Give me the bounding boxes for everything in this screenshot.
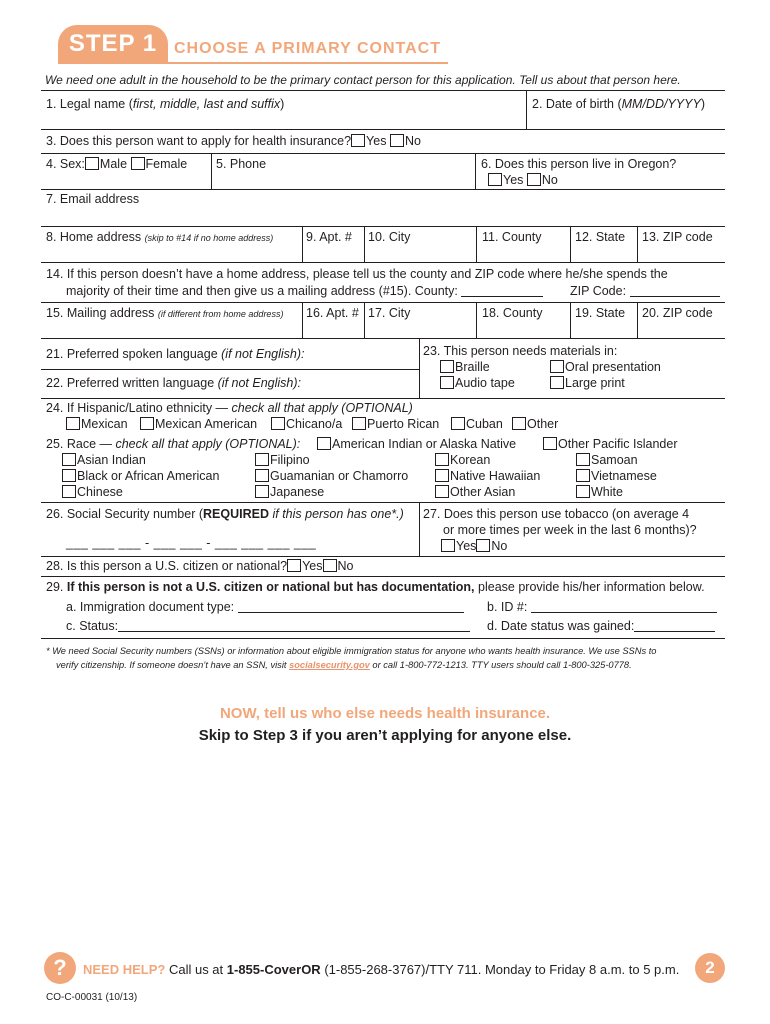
race-option <box>62 469 219 483</box>
mailing-address-label: 15. Mailing address <box>46 306 155 320</box>
checkbox[interactable] <box>62 485 76 498</box>
race-option <box>435 469 540 483</box>
checkbox[interactable] <box>576 453 590 466</box>
option-label: Other Pacific Islander <box>558 437 678 451</box>
call-text: Call us at <box>165 962 227 977</box>
ssn-input[interactable]: ___ ___ ___ - ___ ___ - ___ ___ ___ ___ <box>66 536 317 550</box>
divider <box>302 302 303 338</box>
option-label: Other <box>527 417 559 431</box>
zip-field[interactable]: 13. ZIP code <box>642 230 713 244</box>
oral-label: Oral presentation <box>565 360 661 374</box>
home-address-label: 8. Home address <box>46 230 142 244</box>
ssn-question <box>46 507 404 521</box>
status-date-field <box>487 619 715 633</box>
rule <box>41 369 419 370</box>
rule <box>41 556 725 557</box>
footnote-text: or call 1-800-772-1213. TTY users should call 1-800-325-0778. <box>369 660 632 670</box>
written-language-label: 22. Preferred written language <box>46 376 218 390</box>
legal-name-field[interactable] <box>46 97 284 111</box>
rule <box>41 398 725 399</box>
checkbox[interactable] <box>576 469 590 482</box>
tobacco-question-cont: or more times per week in the last 6 months)? <box>443 523 697 537</box>
rule <box>41 129 725 130</box>
race-option <box>576 453 638 467</box>
help-line <box>83 962 679 978</box>
city-field[interactable]: 10. City <box>368 230 411 244</box>
header-rule <box>58 62 448 64</box>
mailing-county-field[interactable]: 18. County <box>482 306 543 320</box>
race-option <box>576 469 657 483</box>
tobacco-question: 27. Does this person use tobacco (on average 4 <box>423 507 690 521</box>
cta-subheading: Skip to Step 3 if you aren’t applying for anyone else. <box>198 727 572 744</box>
no-address-instruction: 14. If this person doesn’t have a home address, please tell us the county and ZIP code where he/she spends the <box>46 267 668 281</box>
ssn-footnote: * We need Social Security numbers (SSNs) or information about eligible immigration status for anyone who wants health insurance. We use SSNs to <box>46 646 657 656</box>
hours-text: (1-855-268-3767)/TTY 711. Monday to Friday 8 a.m. to 5 p.m. <box>320 962 680 977</box>
materials-oral <box>550 360 661 374</box>
citizen-label: 28. Is this person a U.S. citizen or national? <box>46 559 288 573</box>
rule <box>41 502 725 503</box>
checkbox[interactable] <box>255 453 269 466</box>
id-number-field <box>487 600 717 614</box>
option-label: Black or African American <box>77 469 220 483</box>
option-label: Puerto Rican <box>367 417 440 431</box>
checkbox[interactable] <box>543 437 557 450</box>
mailing-zip-field[interactable]: 20. ZIP code <box>642 306 713 320</box>
ethnicity-option <box>352 417 439 431</box>
checkbox[interactable] <box>271 417 285 430</box>
lives-in-oregon-question: 6. Does this person live in Oregon? <box>481 157 677 171</box>
checkbox[interactable] <box>62 469 76 482</box>
county-blank[interactable] <box>461 296 543 297</box>
zip-blank[interactable] <box>630 296 720 297</box>
q29-rest: please provide his/her information below. <box>474 580 705 594</box>
option-label: Samoan <box>591 453 638 467</box>
option-label: American Indian or Alaska Native <box>332 437 517 451</box>
ssn-footnote-cont <box>56 659 632 671</box>
option-label: Asian Indian <box>77 453 146 467</box>
dob-hint: MM/DD/YYYY <box>621 97 701 111</box>
option-label: Mexican <box>81 417 128 431</box>
q3-label: 3. Does this person want to apply for health insurance? <box>46 134 352 148</box>
yes-label: Yes <box>366 134 387 148</box>
mailing-apt-field[interactable]: 16. Apt. # <box>306 306 359 320</box>
immigration-question <box>46 580 705 594</box>
doc-type-blank[interactable] <box>238 612 464 613</box>
legal-name-label: 1. Legal name ( <box>46 97 133 111</box>
option-label: Korean <box>450 453 491 467</box>
divider <box>302 226 303 262</box>
materials-large <box>550 376 625 390</box>
id-blank[interactable] <box>531 612 717 613</box>
checkbox[interactable] <box>66 417 80 430</box>
oregon-options <box>488 173 558 187</box>
race-option <box>255 453 310 467</box>
section-title: CHOOSE A PRIMARY CONTACT <box>174 40 441 57</box>
mailing-address-hint: (if different from home address) <box>157 309 284 319</box>
legal-name-hint: first, middle, last and suffix <box>132 97 281 111</box>
legal-name-close: ) <box>280 97 285 111</box>
checkbox[interactable] <box>550 376 564 389</box>
checkbox[interactable] <box>317 437 331 450</box>
apt-field[interactable]: 9. Apt. # <box>306 230 352 244</box>
spoken-language-field[interactable] <box>46 347 305 361</box>
checkbox[interactable] <box>451 417 465 430</box>
sex-label: 4. Sex: <box>46 157 85 171</box>
divider <box>570 302 571 338</box>
citizen-question <box>46 559 354 573</box>
no-label: No <box>541 173 558 187</box>
zip-label: ZIP Code: <box>570 284 627 298</box>
county-field[interactable]: 11. County <box>482 230 542 244</box>
status-blank[interactable] <box>118 631 470 632</box>
mailing-state-field[interactable]: 19. State <box>575 306 626 320</box>
male-label: Male <box>99 157 128 171</box>
rule <box>41 576 725 577</box>
race-option <box>576 485 623 499</box>
ssn-hint: if this person has one*.) <box>269 507 404 521</box>
checkbox[interactable] <box>576 485 590 498</box>
race-question <box>46 437 300 451</box>
race-option <box>255 469 408 483</box>
divider <box>419 502 420 556</box>
rule <box>41 338 725 339</box>
divider <box>475 153 476 189</box>
phone-field[interactable]: 5. Phone <box>216 157 267 171</box>
option-label: Mexican American <box>155 417 258 431</box>
mailing-address-field[interactable] <box>46 306 283 321</box>
need-help-label: NEED HELP? <box>83 962 166 977</box>
ethnicity-option <box>451 417 503 431</box>
option-label: Chicano/a <box>286 417 343 431</box>
race-label: 25. Race — <box>46 437 116 451</box>
race-option <box>435 485 515 499</box>
ethnicity-option <box>271 417 342 431</box>
ethnicity-label: 24. If Hispanic/Latino ethnicity — <box>46 401 232 415</box>
option-label: Filipino <box>270 453 310 467</box>
rule <box>41 153 725 154</box>
written-language-field[interactable] <box>46 376 301 390</box>
option-label: Guamanian or Chamorro <box>270 469 409 483</box>
phone-number[interactable]: 1-855-CoverOR <box>226 962 321 977</box>
checkbox[interactable] <box>62 453 76 466</box>
checkbox[interactable] <box>140 417 154 430</box>
no-label: No <box>337 559 354 573</box>
option-label: Japanese <box>270 485 325 499</box>
no-label: No <box>491 539 508 553</box>
mailing-city-field[interactable]: 17. City <box>368 306 411 320</box>
checkbox[interactable] <box>441 539 455 552</box>
divider <box>476 226 477 262</box>
checkbox[interactable] <box>435 453 449 466</box>
divider <box>637 226 638 262</box>
checkbox[interactable] <box>351 134 365 147</box>
apply-insurance-question <box>46 134 421 148</box>
race-option <box>543 437 678 451</box>
materials-braille <box>440 360 490 374</box>
date-of-birth-field[interactable] <box>532 97 705 111</box>
ethnicity-option <box>66 417 128 431</box>
large-print-label: Large print <box>565 376 625 390</box>
rule <box>41 302 725 303</box>
county-label: majority of their time and then give us a mailing address (#15). County: <box>66 284 458 298</box>
home-address-hint: (skip to #14 if no home address) <box>144 233 274 243</box>
checkbox[interactable] <box>255 485 269 498</box>
rule <box>41 189 725 190</box>
intro-text: We need one adult in the household to be the primary contact person for this application. Tell us about that person here. <box>45 73 681 87</box>
race-option <box>62 453 146 467</box>
rule <box>41 262 725 263</box>
ethnicity-option <box>140 417 257 431</box>
footnote-text: verify citizenship. If someone doesn’t have an SSN, visit <box>56 660 290 670</box>
no-address-zip <box>570 284 720 298</box>
status-date-label: d. Date status was gained: <box>487 619 635 633</box>
id-label: b. ID #: <box>487 600 528 614</box>
email-field[interactable]: 7. Email address <box>46 192 140 206</box>
option-label: Other Asian <box>450 485 516 499</box>
home-address-field[interactable] <box>46 230 273 245</box>
form-id: CO-C-00031 (10/13) <box>46 992 138 1003</box>
checkbox[interactable] <box>550 360 564 373</box>
spoken-language-hint: (if not English): <box>221 347 305 361</box>
no-label: No <box>404 134 421 148</box>
option-label: White <box>591 485 623 499</box>
dob-label: 2. Date of birth ( <box>532 97 622 111</box>
ethnicity-hint: check all that apply (OPTIONAL) <box>231 401 413 415</box>
divider <box>570 226 571 262</box>
divider <box>526 90 527 129</box>
status-label: c. Status: <box>66 619 119 633</box>
checkbox[interactable] <box>131 157 145 170</box>
female-label: Female <box>145 157 188 171</box>
option-label: Cuban <box>466 417 503 431</box>
ssn-label: 26. Social Security number ( <box>46 507 204 521</box>
doc-type-label: a. Immigration document type: <box>66 600 235 614</box>
tobacco-options <box>441 539 507 553</box>
checkbox[interactable] <box>255 469 269 482</box>
yes-label: Yes <box>503 173 524 187</box>
q29-num: 29. <box>46 580 67 594</box>
ethnicity-question <box>46 401 413 415</box>
no-address-county <box>66 284 543 298</box>
audio-label: Audio tape <box>455 376 515 390</box>
yes-label: Yes <box>302 559 323 573</box>
materials-audio <box>440 376 515 390</box>
immigration-doc-field <box>66 600 464 614</box>
checkbox[interactable] <box>287 559 301 572</box>
checkbox[interactable] <box>435 469 449 482</box>
checkbox[interactable] <box>488 173 502 186</box>
checkbox[interactable] <box>352 417 366 430</box>
ssn-required: REQUIRED <box>203 507 269 521</box>
spoken-language-label: 21. Preferred spoken language <box>46 347 222 361</box>
ethnicity-option <box>512 417 558 431</box>
divider <box>364 302 365 338</box>
sex-question <box>46 157 187 171</box>
checkbox[interactable] <box>435 485 449 498</box>
checkbox[interactable] <box>527 173 541 186</box>
braille-label: Braille <box>455 360 490 374</box>
option-label: Vietnamese <box>591 469 657 483</box>
dob-close: ) <box>700 97 705 111</box>
step-badge: STEP 1 <box>58 25 168 63</box>
race-option <box>62 485 123 499</box>
help-icon: ? <box>44 952 76 984</box>
divider <box>364 226 365 262</box>
checkbox[interactable] <box>85 157 99 170</box>
option-label: Native Hawaiian <box>450 469 541 483</box>
option-label: Chinese <box>77 485 123 499</box>
checkbox[interactable] <box>512 417 526 430</box>
race-option <box>435 453 490 467</box>
status-date-blank[interactable] <box>634 631 715 632</box>
socialsecurity-link[interactable]: socialsecurity.gov <box>289 660 370 670</box>
rule <box>41 226 725 227</box>
checkbox[interactable] <box>440 376 454 389</box>
rule <box>41 638 725 639</box>
state-field[interactable]: 12. State <box>575 230 626 244</box>
materials-question: 23. This person needs materials in: <box>423 344 618 358</box>
checkbox[interactable] <box>440 360 454 373</box>
checkbox[interactable] <box>390 134 404 147</box>
q29-bold: If this person is not a U.S. citizen or national but has documentation, <box>66 580 475 594</box>
race-option <box>255 485 324 499</box>
divider <box>637 302 638 338</box>
divider <box>476 302 477 338</box>
checkbox[interactable] <box>323 559 337 572</box>
race-option <box>317 437 516 451</box>
yes-label: Yes <box>456 539 477 553</box>
status-field <box>66 619 470 633</box>
written-language-hint: (if not English): <box>217 376 302 390</box>
rule <box>41 90 725 91</box>
race-hint: check all that apply (OPTIONAL): <box>115 437 301 451</box>
divider <box>419 338 420 398</box>
checkbox[interactable] <box>476 539 490 552</box>
page-number: 2 <box>695 953 725 983</box>
divider <box>211 153 212 189</box>
cta-heading: NOW, tell us who else needs health insurance. <box>219 705 551 722</box>
